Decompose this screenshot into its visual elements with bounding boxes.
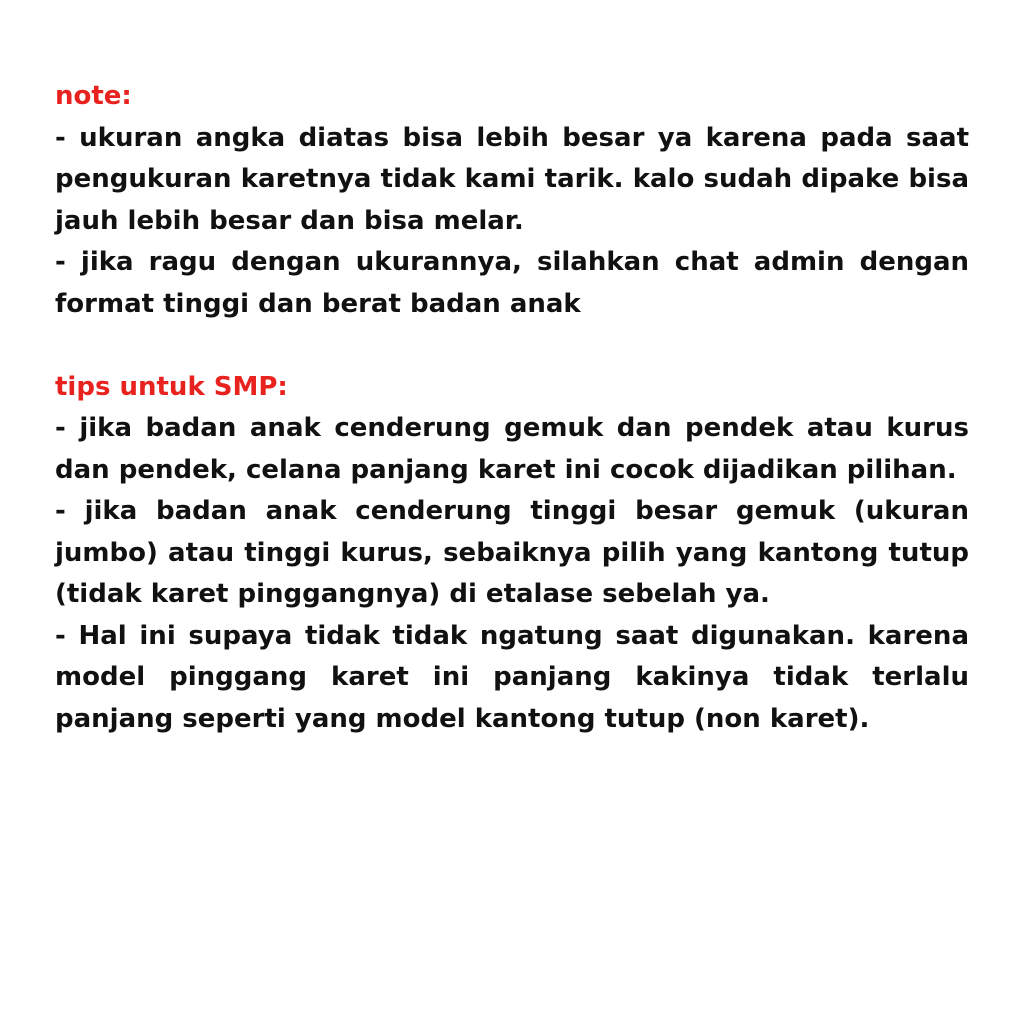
- tips-section: [55, 367, 969, 741]
- section-spacer: [55, 325, 969, 367]
- note-section: [55, 76, 969, 325]
- note-item: - jika ragu dengan ukurannya, silahkan chat admin dengan format tinggi dan berat badan anak: [55, 247, 969, 319]
- tips-item: - Hal ini supaya tidak tidak ngatung saat digunakan. karena model pinggang karet ini panjang kakinya tidak terlalu panjang seperti yang model kantong tutup (non karet).: [55, 620, 969, 734]
- notes-document: [55, 76, 969, 740]
- tips-heading: tips untuk SMP:: [55, 371, 288, 402]
- tips-item: - jika badan anak cenderung tinggi besar gemuk (ukuran jumbo) atau tinggi kurus, sebaiknya pilih yang kantong tutup (tidak karet pinggangnya) di etalase sebelah ya.: [55, 496, 969, 609]
- note-heading: note:: [55, 81, 132, 111]
- tips-item: - jika badan anak cenderung gemuk dan pendek atau kurus dan pendek, celana panjang karet ini cocok dijadikan pilihan.: [55, 413, 969, 485]
- note-item: - ukuran angka diatas bisa lebih besar ya karena pada saat pengukuran karetnya tidak kami tarik. kalo sudah dipake bisa jauh lebih besar dan bisa melar.: [55, 122, 969, 236]
